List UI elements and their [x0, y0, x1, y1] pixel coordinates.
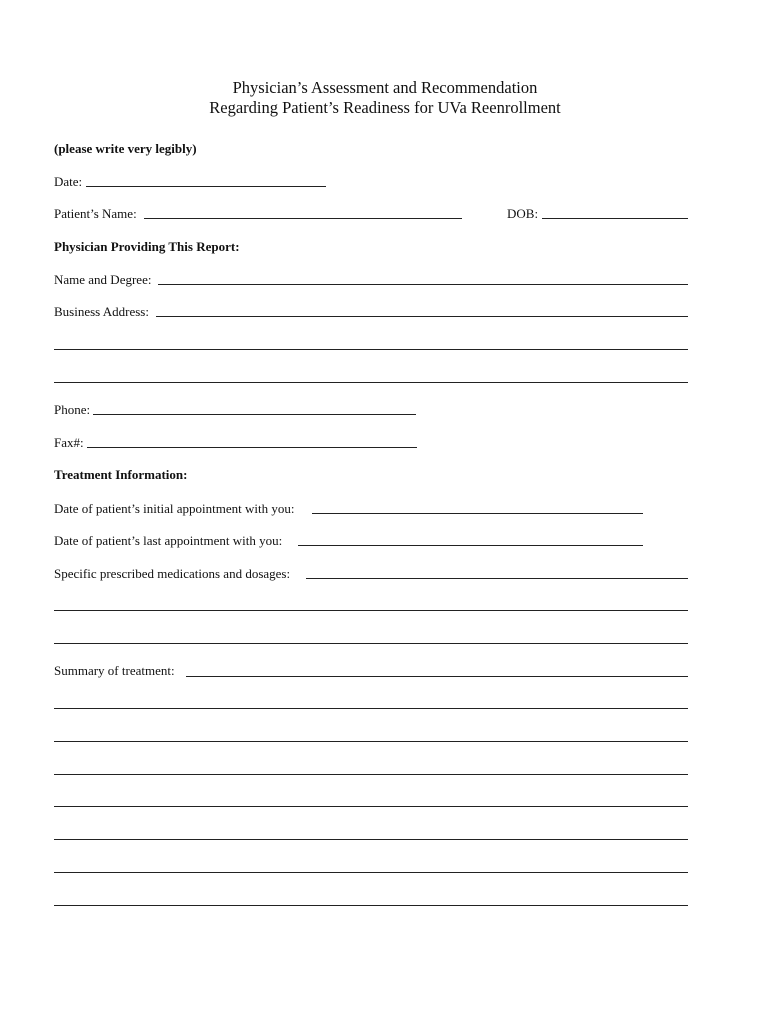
- fax-label: Fax#:: [54, 435, 84, 450]
- dob-label: DOB:: [507, 206, 539, 221]
- medications-label: Specific prescribed medications and dosages:: [54, 566, 291, 581]
- treatment-section-title: Treatment Information:: [54, 467, 188, 482]
- summary-line-3[interactable]: [54, 741, 688, 742]
- last-appointment-field[interactable]: [298, 545, 643, 546]
- summary-line-2[interactable]: [54, 708, 688, 709]
- summary-line-7[interactable]: [54, 872, 688, 873]
- form-title-line-1: Physician’s Assessment and Recommendation: [232, 78, 538, 97]
- summary-line-5[interactable]: [54, 806, 688, 807]
- initial-appointment-label: Date of patient’s initial appointment with you:: [54, 501, 295, 516]
- physician-section-title: Physician Providing This Report:: [54, 239, 240, 254]
- initial-appointment-field[interactable]: [312, 513, 643, 514]
- business-address-line-3[interactable]: [54, 382, 688, 383]
- summary-line-6[interactable]: [54, 839, 688, 840]
- medications-line-2[interactable]: [54, 610, 688, 611]
- dob-field[interactable]: [542, 218, 688, 219]
- summary-line-4[interactable]: [54, 774, 688, 775]
- summary-field[interactable]: [186, 676, 688, 677]
- business-address-label: Business Address:: [54, 304, 149, 319]
- business-address-line-2[interactable]: [54, 349, 688, 350]
- name-degree-label: Name and Degree:: [54, 272, 152, 287]
- summary-label: Summary of treatment:: [54, 663, 175, 678]
- date-label: Date:: [54, 174, 83, 189]
- phone-label: Phone:: [54, 402, 91, 417]
- medications-line-3[interactable]: [54, 643, 688, 644]
- instruction-text: (please write very legibly): [54, 141, 197, 156]
- form-title-line-2: Regarding Patient’s Readiness for UVa Reenrollment: [209, 98, 561, 117]
- business-address-field[interactable]: [156, 316, 688, 317]
- last-appointment-label: Date of patient’s last appointment with you:: [54, 533, 283, 548]
- summary-line-8[interactable]: [54, 905, 688, 906]
- medications-field[interactable]: [306, 578, 688, 579]
- phone-field[interactable]: [93, 414, 416, 415]
- date-field[interactable]: [86, 186, 326, 187]
- name-degree-field[interactable]: [158, 284, 688, 285]
- fax-field[interactable]: [87, 447, 417, 448]
- patient-name-label: Patient’s Name:: [54, 206, 137, 221]
- patient-name-field[interactable]: [144, 218, 462, 219]
